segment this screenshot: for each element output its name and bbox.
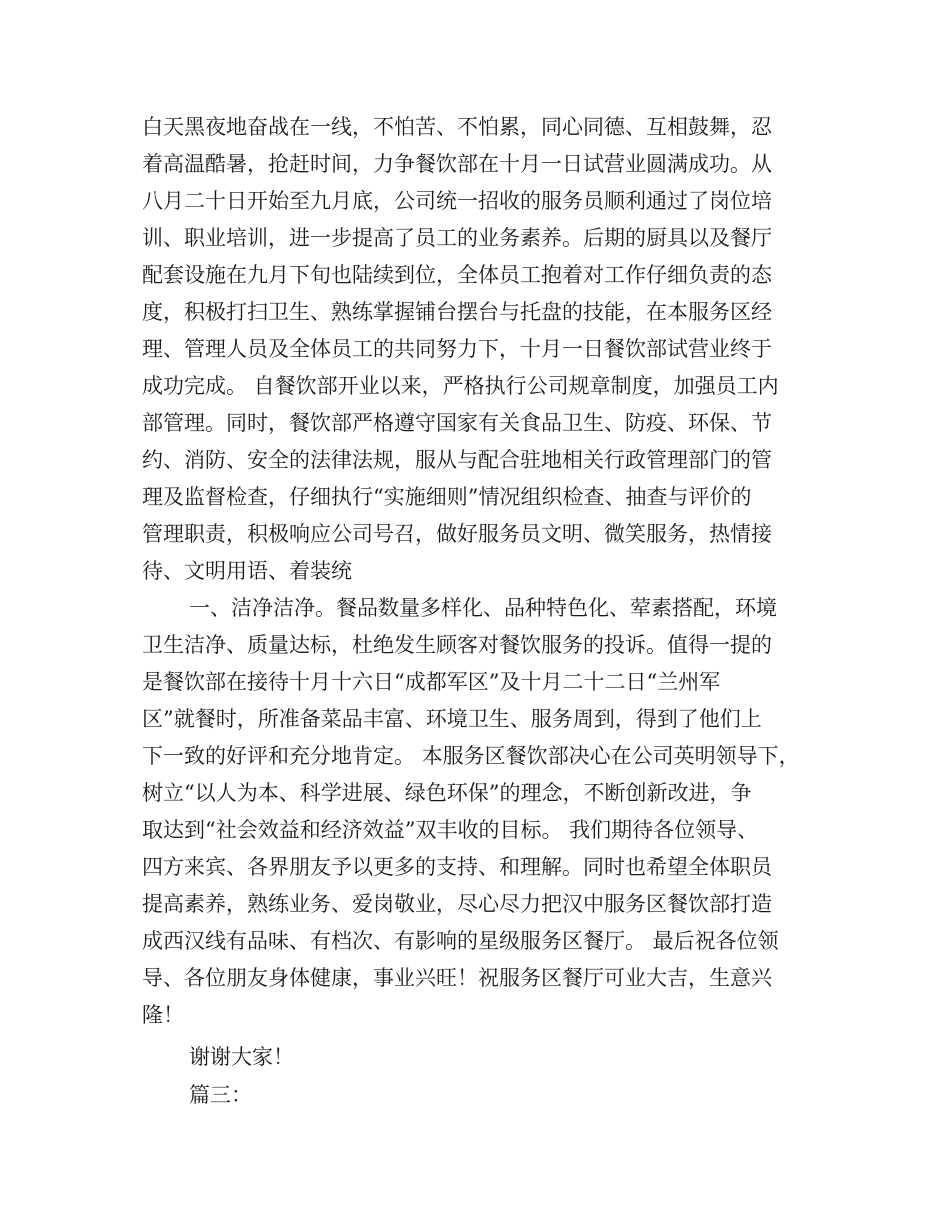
text-line-24: 导、各位朋友身体健康，事业兴旺！祝服务区餐厅可业大吉，生意兴 [142,966,772,990]
text-line-26: 谢谢大家！ [189,1045,294,1069]
text-line-11: 理及监督检查，仔细执行“实施细则”情况组织检查、抽查与评价的 [142,485,752,509]
text-line-23: 成西汉线有品味、有档次、有影响的星级服务区餐厅。 最后祝各位领 [142,929,779,953]
text-line-20: 取达到“社会效益和经济效益”双丰收的目标。 我们期待各位领导、 [142,818,759,842]
text-line-18: 下一致的好评和充分地肯定。 本服务区餐饮部决心在公司英明领导下， [142,744,800,768]
text-line-2: 着高温酷暑，抢赶时间，力争餐饮部在十月一日试营业圆满成功。从 [142,152,772,176]
text-line-7: 理、管理人员及全体员工的共同努力下，十月一日餐饮部试营业终于 [142,337,772,361]
text-line-1: 白天黑夜地奋战在一线，不怕苦、不怕累，同心同德、互相鼓舞，忍 [142,115,772,139]
text-line-6: 度，积极打扫卫生、熟练掌握铺台摆台与托盘的技能，在本服务区经 [142,300,772,324]
text-line-15: 卫生洁净、质量达标，杜绝发生顾客对餐饮服务的投诉。值得一提的 [142,633,772,657]
text-line-25: 隆！ [142,1003,184,1027]
text-line-16: 是餐饮部在接待十月十六日“成都军区”及十月二十二日“兰州军 [142,670,721,694]
text-line-9: 部管理。同时，餐饮部严格遵守国家有关食品卫生、防疫、环保、节 [142,411,772,435]
text-line-13: 待、文明用语、着装统 [142,559,352,583]
text-line-4: 训、职业培训，进一步提高了员工的业务素养。后期的厨具以及餐厅 [142,226,772,250]
text-line-8: 成功完成。 自餐饮部开业以来，严格执行公司规章制度，加强员工内 [142,374,779,398]
text-line-12: 管理职责，积极响应公司号召，做好服务员文明、微笑服务，热情接 [142,522,772,546]
text-line-22: 提高素养，熟练业务、爱岗敬业，尽心尽力把汉中服务区餐饮部打造 [142,892,772,916]
text-line-21: 四方来宾、各界朋友予以更多的支持、和理解。同时也希望全体职员 [142,855,772,879]
text-line-19: 树立“以人为本、科学进展、绿色环保”的理念，不断创新改进，争 [142,781,752,805]
text-line-3: 八月二十日开始至九月底，公司统一招收的服务员顺利通过了岗位培 [142,189,772,213]
text-line-5: 配套设施在九月下旬也陆续到位，全体员工抱着对工作仔细负责的态 [142,263,772,287]
text-line-14: 一、洁净洁净。餐品数量多样化、品种特色化、荤素搭配，环境 [189,596,777,620]
text-line-17: 区”就餐时，所准备菜品丰富、环境卫生、服务周到，得到了他们上 [142,707,762,731]
text-line-10: 约、消防、安全的法律法规，服从与配合驻地相关行政管理部门的管 [142,448,772,472]
text-line-27: 篇三： [189,1083,252,1107]
